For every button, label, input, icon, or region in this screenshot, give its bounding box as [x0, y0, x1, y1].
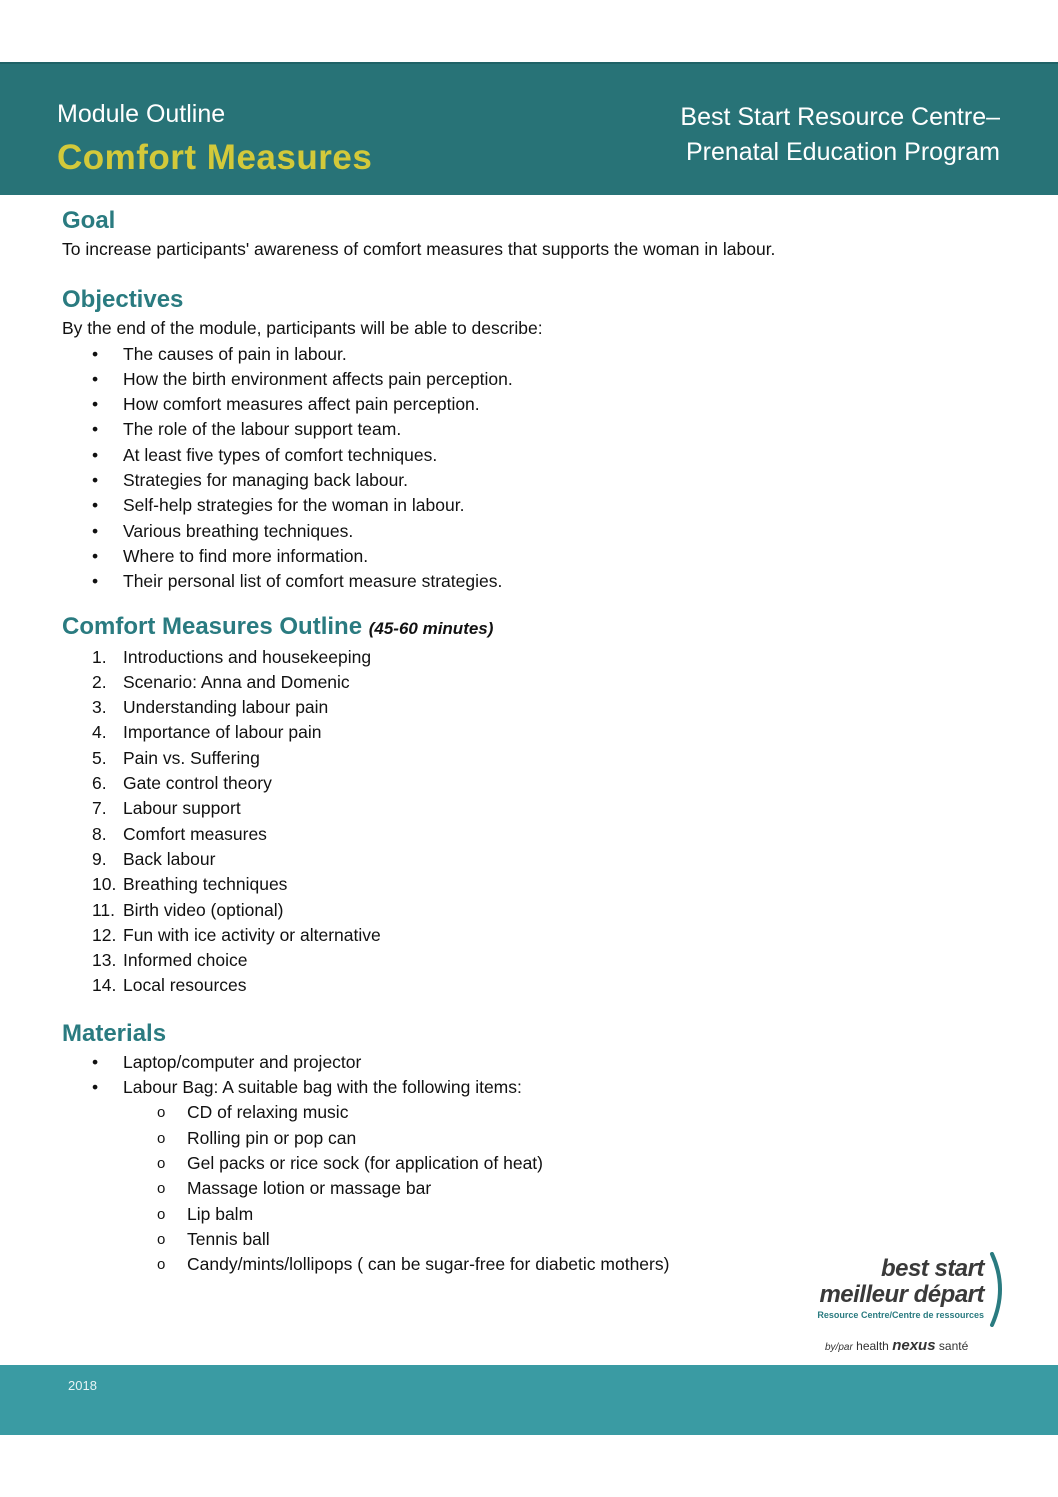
footer-year: 2018	[68, 1378, 97, 1393]
objectives-heading: Objectives	[62, 286, 184, 314]
list-item: 11. Birth video (optional)	[92, 899, 284, 920]
list-item: 14. Local resources	[92, 975, 247, 996]
list-item: • Laptop/computer and projector	[92, 1051, 362, 1072]
program-name	[640, 100, 1000, 170]
outline-heading	[62, 611, 1022, 645]
logo-line-meilleur-depart: meilleur départ	[819, 1281, 984, 1308]
list-item: 2. Scenario: Anna and Domenic	[92, 671, 350, 692]
goal-heading: Goal	[62, 207, 116, 234]
list-item: 1. Introductions and housekeeping	[92, 646, 372, 667]
labour-bag-list	[62, 1100, 1022, 1277]
logo-arc-icon	[988, 1252, 1010, 1327]
list-item: o Rolling pin or pop can	[157, 1127, 357, 1148]
list-item: 6. Gate control theory	[92, 773, 272, 794]
goal-text: To increase participants' awareness of comfort measures that supports the woman in labour.	[62, 239, 776, 259]
list-item: • Labour Bag: A suitable bag with the following items:	[92, 1077, 522, 1098]
list-item: 12. Fun with ice activity or alternative	[92, 924, 381, 945]
page-footer	[0, 1365, 1058, 1435]
list-item: 7. Labour support	[92, 798, 241, 819]
list-item: • How comfort measures affect pain perception.	[92, 394, 480, 415]
list-item: o Candy/mints/lollipops ( can be sugar-free for diabetic mothers)	[157, 1254, 670, 1275]
materials-list	[62, 1050, 1022, 1101]
list-item: • Strategies for managing back labour.	[92, 470, 409, 491]
materials-heading: Materials	[62, 1019, 167, 1047]
list-item: • Their personal list of comfort measure strategies.	[92, 571, 503, 592]
list-item: • Where to find more information.	[92, 545, 369, 566]
logo-nexus: nexus	[892, 1337, 936, 1354]
objectives-list	[62, 342, 1022, 595]
logo-sante: santé	[938, 1339, 969, 1353]
logo-by: by/par	[825, 1342, 853, 1353]
logo-health: health	[856, 1339, 889, 1353]
module-header	[0, 62, 1058, 195]
outline-duration: (45-60 minutes)	[368, 618, 494, 638]
program-name-line2: Prenatal Education Program	[685, 138, 1000, 166]
outline-list	[62, 645, 1022, 999]
program-name-line1: Best Start Resource Centre–	[680, 103, 1000, 131]
list-item: • The causes of pain in labour.	[92, 343, 347, 364]
list-item: 9. Back labour	[92, 848, 216, 869]
list-item: o Tennis ball	[157, 1228, 270, 1249]
module-subtitle: Module Outline	[57, 100, 226, 128]
list-item: • Various breathing techniques.	[92, 520, 354, 541]
list-item: 13. Informed choice	[92, 950, 248, 971]
logo-line-best-start: best start	[880, 1255, 984, 1282]
list-item: • Self-help strategies for the woman in labour.	[92, 495, 465, 516]
list-item: o Gel packs or rice sock (for application of heat)	[157, 1152, 543, 1173]
list-item: • How the birth environment affects pain perception.	[92, 368, 513, 389]
module-title: Comfort Measures	[57, 138, 373, 177]
best-start-logo	[808, 1252, 1018, 1357]
list-item: • The role of the labour support team.	[92, 419, 402, 440]
list-item: 4. Importance of labour pain	[92, 722, 322, 743]
list-item: 10. Breathing techniques	[92, 874, 288, 895]
objectives-intro: By the end of the module, participants will be able to describe:	[62, 318, 543, 339]
list-item: o CD of relaxing music	[157, 1102, 349, 1123]
list-item: • At least five types of comfort techniques.	[92, 444, 438, 465]
document-body	[62, 205, 1022, 1277]
outline-heading-text: Comfort Measures Outline	[62, 612, 363, 640]
list-item: o Massage lotion or massage bar	[157, 1178, 432, 1199]
list-item: 8. Comfort measures	[92, 823, 267, 844]
logo-health-nexus	[825, 1337, 968, 1354]
list-item: 5. Pain vs. Suffering	[92, 747, 260, 768]
logo-line-resource-centre: Resource Centre/Centre de ressources	[817, 1310, 984, 1320]
list-item: 3. Understanding labour pain	[92, 697, 329, 718]
list-item: o Lip balm	[157, 1203, 254, 1224]
